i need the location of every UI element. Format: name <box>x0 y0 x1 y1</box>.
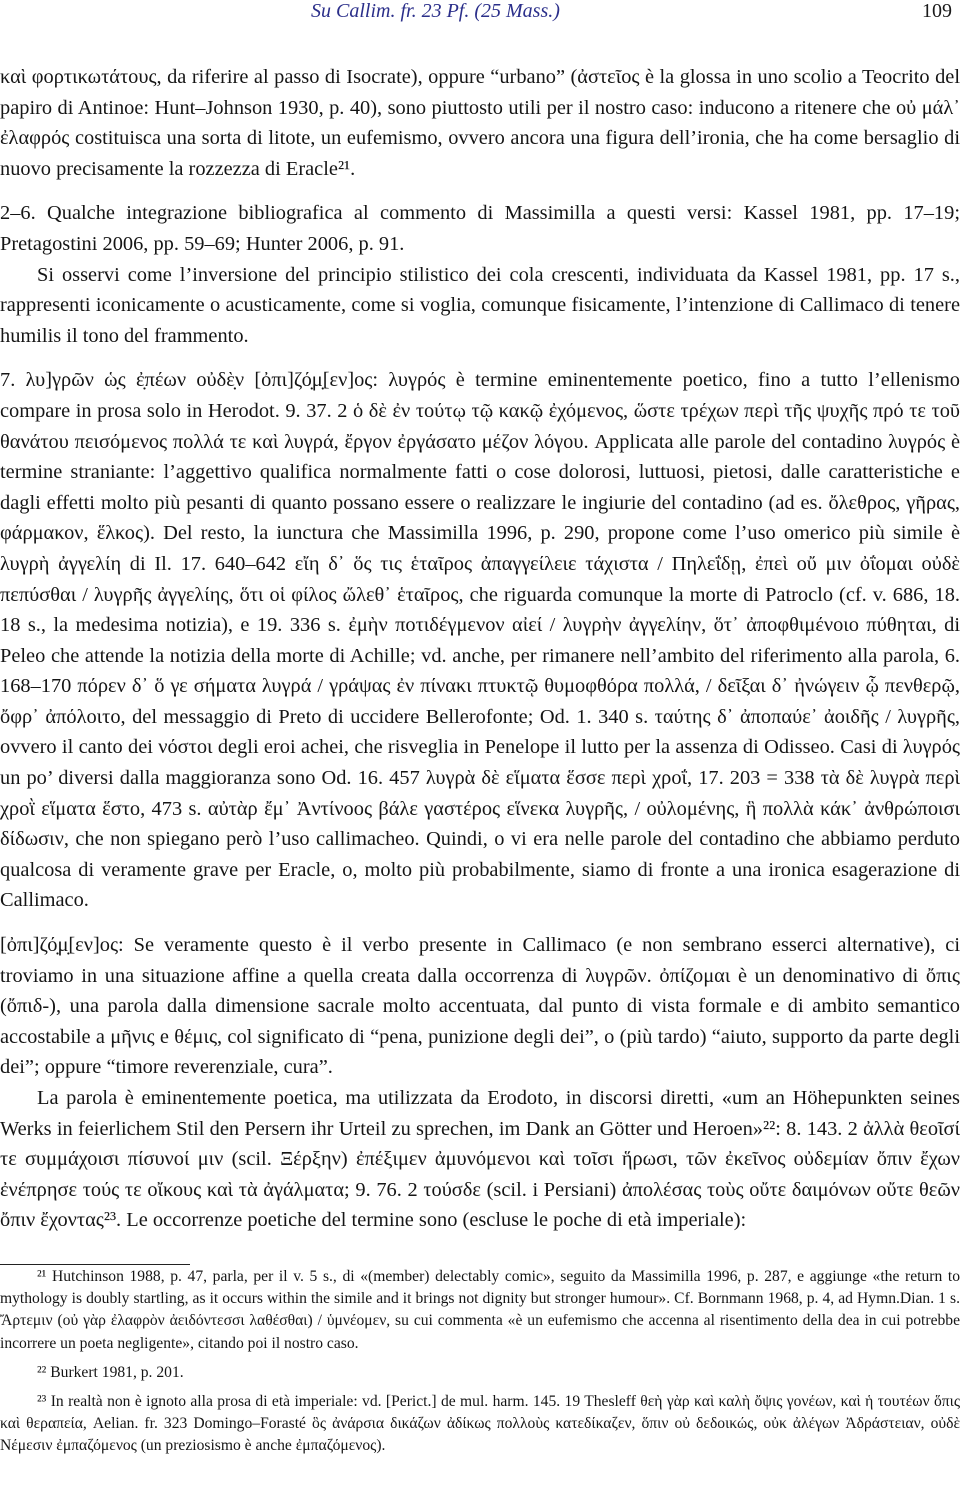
footnotes <box>0 1266 960 1458</box>
paragraph-line-7: 7. λυ]γρῶν ὡ̣ς ἐ̣πέων οὐδὲ̣ν [ὀπι]ζό̣μ̣[εν]ος: λυγρός è termine eminentemente poetico, fino a tutto l’ellenismo compare in prosa solo in Herodot. 9. 37. 2 ὁ δὲ ἐν τούτῳ τῷ κακῷ ἐχόμενος, ὥστε τρέχων περὶ τῆς ψυχῆς πρό τε τοῦ θανάτου πεισόμενος πολλά τε καὶ λυγρά, ἔργον ἐργάσατο μέζον λόγου. Applicata alle parole del contadino λυγρός è termine straniante: l’aggettivo qualifica normalmente fatti o cose dolorosi, luttuosi, pietosi, dalle caratteristiche e dagli effetti molto più pesanti di quanto possano essere o realizzare le ingiurie del contadino (ad es. ὄλεθρος, γῆρας, φάρμακον, ἕλκος). Del resto, la iunctura che Massimilla 1996, p. 290, propone come l’uso omerico più simile è λυγρὴ ἀγγελίη di Il. 17. 640–642 εἴη δ᾽ ὅς τις ἑταῖρος ἀπαγγείλειε τάχιστα / Πηλεΐδῃ, ἐπεὶ οὔ μιν ὀΐομαι οὐδὲ πεπύσθαι / λυγρῆς ἀγγελίης, ὅτι οἱ φίλος ὤλεθ᾽ ἑταῖρος, che riguarda comunque la morte di Patroclo (cf. v. 686, 18. 18 s., la medesima notizia), e 19. 336 s. ἐμὴν ποτιδέγμενον αἰεί / λυγρὴν ἀγγελίην, ὅτ᾽ ἀποφθιμένοιο πύθηται, di Peleo che attende la notizia della morte di Achille; vd. anche, per rimanere nell’ambito del riferimento alla parola, 6. 168–170 πόρεν δ᾽ ὅ γε σήματα λυγρά / γράψας ἐν πίνακι πτυκτῷ θυμοφθόρα πολλά, / δεῖξαι δ᾽ ἠνώγειν ᾧ πενθερῷ, ὄφρ᾽ ἀπόλοιτο, del messaggio di Preto di uccidere Bellerofonte; Od. 1. 340 s. ταύτης δ᾽ ἀποπαύε᾽ ἀοιδῆς / λυγρῆς, ovvero il canto dei νόστοι degli eroi achei, che risveglia in Penelope il lutto per la assenza di Odisseo. Casi di λυγρός un po’ diversi dalla maggioranza sono Od. 16. 457 λυγρὰ δὲ εἵματα ἕσσε περὶ χροΐ, 17. 203 = 338 τὰ δὲ λυγρὰ περὶ χροῒ εἵματα ἕστο, 473 s. αὐτὰρ ἔμ᾽ Ἀντίνοος βάλε γαστέρος εἵνεκα λυγρῆς, / οὐλομένης, ἣ πολλὰ κάκ᾽ ἀνθρώποισι δίδωσιν, che non spiegano però l’uso callimacheo. Quindi, o vi era nelle parole del contadino che abbiamo perduto qualcosa di veramente grave per Eracle, o, molto più probabilmente, siamo di fronte a una ironica esagerazione di Callimaco. <box>0 369 960 912</box>
running-head: Su Callim. fr. 23 Pf. (25 Mass.) <box>311 0 560 22</box>
paragraph-continuation: καὶ φορτικωτάτους, da riferire al passo di Isocrate), oppure “urbano” (ἀστεῖος è la glossa in uno scolio a Teocrito del papiro di Antinoe: Hunt–Johnson 1930, p. 40), sono piuttosto utili per il nostro caso: inducono a ritenere che οὐ μάλ᾽ ἐλαφρός costituisca una sorta di litote, un eufemismo, ovvero ancora una figura dell’ironia, che ha come bersaglio di nuovo precisamente la rozzezza di Eracle²¹. <box>0 66 960 180</box>
paragraph-herodotus: La parola è eminentemente poetica, ma utilizzata da Erodoto, in discorsi diretti, «um an Höhepunkten seines Werks in feierlichem Stil den Persern ihr Urteil zu sprechen, im Dank an Götter und Heroen»²²: 8. 143. 2 ἀλλὰ θεοῖσί τε συμμάχοισι πίσυνοί μιν (scil. Ξέρξην) ἐπέξιμεν ἀμυνόμενοι καὶ τοῖσι ἥρωσι, τῶν ἐκεῖνος οὐδεμίαν ὄπιν ἔχων ἐνέπρησε τούς τε οἴκους καὶ τὰ ἀγάλματα; 9. 76. 2 τούσδε (scil. i Persiani) ἀπολέσας τοὺς οὔτε δαιμόνων οὔτε θεῶν ὄπιν ἔχοντας²³. Le occorrenze poetiche del termine sono (escluse le poche di età imperiale): <box>0 1087 960 1232</box>
paragraph-lines-2-6: 2–6. Qualche integrazione bibliografica al commento di Massimilla a questi versi: Kassel 1981, pp. 17–19; Pretagostini 2006, pp. 59–69; Hunter 2006, p. 91. <box>0 202 960 255</box>
page-number: 109 <box>922 0 952 22</box>
paragraph-opizomenos: [ὀπι]ζό̣μ̣[εν]ος: Se veramente questo è il verbo presente in Callimaco (e non sembrano esserci alternative), ci troviamo in una situazione affine a quella creata dalla occorrenza di λυγρῶν. ὀπίζομαι è un denominativo di ὄπις (ὄπιδ-), una parola dalla dimensione sacrale molto accentuata, dal punto di vista formale e di ambito semantico accostabile a μῆνις e θέμις, col significato di “pena, punizione degli dei”, o (più tardo) “aiuto, supporto da parte degli dei”; oppure “timore reverenziale, cura”. <box>0 934 960 1079</box>
footnote-21: ²¹ Hutchinson 1988, p. 47, parla, per il v. 5 s., di «(member) delectably comic», seguito da Massimilla 1996, p. 287, e aggiunge «the return to mythology is doubly startling, as it occurs within the simile and it brings not dignity but stronger humour». Cf. Bornmann 1968, p. 4, ad Hymn.Dian. 1 s. Ἄρτεμιν (οὐ γὰρ ἐλαφρὸν ἀειδόντεσσι λαθέσθαι) / ὑμνέομεν, su cui commenta «è un eufemismo che accenna al risentimento della dea in cui potrebbe incorrere un poeta negligente», citando poi il nostro caso. <box>0 1268 960 1352</box>
footnote-23: ²³ In realtà non è ignoto alla prosa di età imperiale: vd. [Perict.] de mul. harm. 145. 19 Thesleff θεὴ γὰρ καὶ καλὴ ὄψις γονέων, καὶ ἡ τουτέων ὅπις καὶ θεραπεία, Aelian. fr. 323 Domingo–Forasté ὃς ἀνάρσια δικάζων ἀδίκως πολλοὺς κατεδίκαζεν, ὅπιν οὐ δεδοικώς, οὐκ ἀλέγων Ἀδράστειαν, οὐδὲ Νέμεσιν ἐμπαζόμενος (un preziosismo è anche ἐμπαζόμενος). <box>0 1393 960 1455</box>
footnote-divider <box>0 1264 190 1265</box>
page-header <box>0 0 960 30</box>
main-text <box>0 62 960 1236</box>
paragraph-cola: Si osservi come l’inversione del principio stilistico dei cola crescenti, individuata da Kassel 1981, pp. 17 s., rappresenti iconicamente o acusticamente, come si voglia, comunque fisicamente, l’intenzione di Callimaco di tenere humilis il tono del frammento. <box>0 263 960 347</box>
footnote-22: ²² Burkert 1981, p. 201. <box>37 1363 184 1381</box>
